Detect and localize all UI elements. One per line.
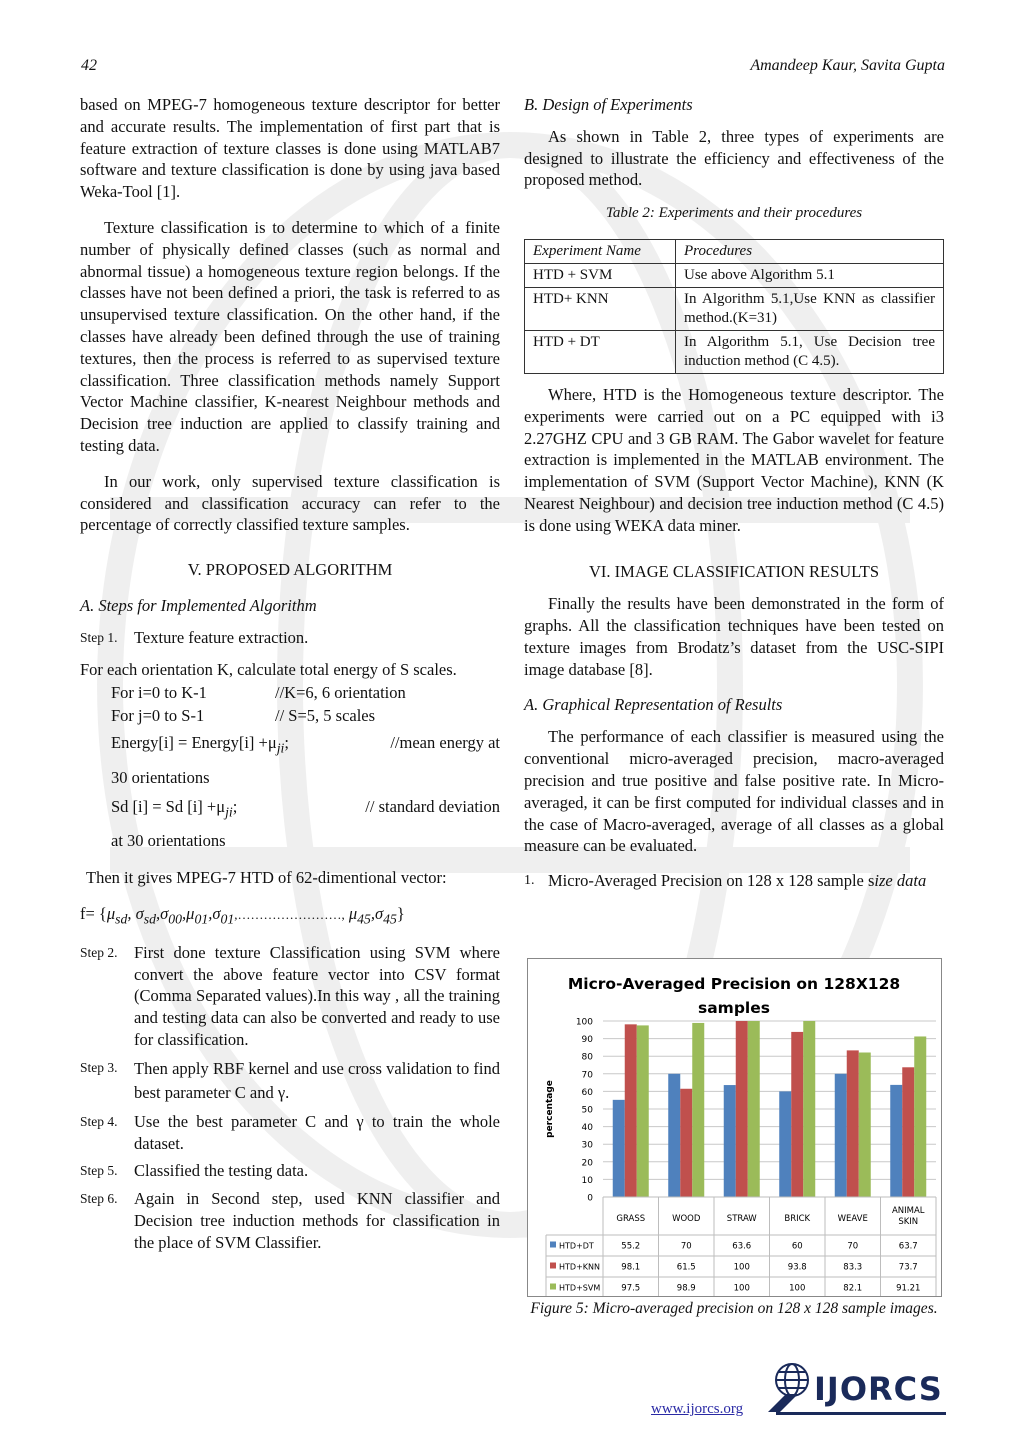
- formula-subscript: 45: [357, 911, 371, 927]
- x-tick-label: ANIMAL SKIN: [891, 1206, 925, 1227]
- code-line: For j=0 to S-1: [111, 706, 205, 726]
- step-label: Step 6.: [80, 1191, 118, 1207]
- paragraph: In our work, only supervised texture classification is considered and classification accuracy can refer to the percentage of correctly classified texture samples.: [80, 471, 500, 535]
- code-line: [111, 730, 289, 760]
- formula-symbol: μ: [348, 903, 358, 923]
- journal-logo: [764, 1360, 949, 1420]
- paragraph: For each orientation K, calculate total energy of S scales.: [80, 659, 457, 679]
- subsection-heading: A. Steps for Implemented Algorithm: [80, 595, 317, 615]
- data-label: 82.1: [843, 1283, 863, 1294]
- code-comment: // standard deviation: [365, 796, 500, 816]
- y-tick-label: 100: [575, 1017, 593, 1028]
- table-row: [525, 287, 944, 330]
- code-text: ;: [284, 733, 289, 753]
- bar-htdsvm-straw: [748, 1021, 760, 1197]
- step-item: [80, 1057, 500, 1105]
- logo-text: IJORCS: [814, 1370, 943, 1408]
- list-text-part: Micro-Averaged Precision on 128 x 128 sample s: [548, 871, 875, 891]
- code-line: at 30 orientations: [111, 830, 226, 850]
- bar-htdsvm-weave: [859, 1053, 871, 1197]
- paragraph: based on MPEG-7 homogeneous texture descriptor for better and accurate results. The implementation of first part that is feature extraction of texture classes is done using MATLAB7 software and texture classification is done by using java based Weka-Tool [1].: [80, 95, 500, 202]
- bar-htdknn-weave: [847, 1050, 859, 1197]
- y-tick-label: 40: [581, 1123, 593, 1134]
- formula-symbol: σ: [375, 903, 384, 923]
- list-text-italic: ize data: [874, 871, 927, 891]
- formula-symbol: σ: [135, 903, 144, 923]
- bar-htdsvm-brick: [803, 1021, 815, 1197]
- step-item: [80, 1111, 500, 1155]
- step-label: Step 3.: [80, 1059, 118, 1075]
- formula-symbol: μ: [106, 903, 116, 923]
- bar-htdknn-grass: [625, 1024, 637, 1197]
- step-text: First done texture Classification using SVM where convert the above feature vector into CSV format (Comma Separated values).In this way , all the training and testing data can also be converted and ready to use for classification.: [134, 942, 500, 1049]
- list-number: 1.: [524, 873, 535, 889]
- x-tick-label: STRAW: [726, 1214, 757, 1224]
- step-item: [80, 627, 500, 649]
- legend-label: HTD+SVM: [559, 1283, 601, 1293]
- data-label: 98.9: [676, 1283, 696, 1294]
- paragraph: Finally the results have been demonstrated in the form of graphs. All the classification techniques have been tested on texture images from Brodatz’s dataset from the USC-SIPI image database [8].: [524, 594, 944, 679]
- step-text: Use the best parameter C and γ to train the whole dataset.: [134, 1111, 500, 1153]
- formula-symbol: μ: [186, 903, 195, 923]
- list-text: [548, 870, 944, 892]
- chart-figure: [527, 958, 942, 1297]
- chart-title: Micro-Averaged Precision on 128X128 samples: [567, 975, 901, 1017]
- page-number: 42: [81, 57, 97, 74]
- x-tick-label: BRICK: [784, 1214, 811, 1224]
- legend-label: HTD+KNN: [559, 1262, 600, 1272]
- feature-vector-formula: $f= \{\mu_{sd}$, $\sigma_{sd},\sigma_{00},\mu_{01},\sigma_{01},\dots\dots\dots\dots\dots\dots\dots\dots$, $\mu_{45},\sigma_{45}$}: [80, 903, 405, 927]
- bar-htddt-animal-skin: [890, 1085, 902, 1197]
- table-cell: HTD+ KNN: [525, 287, 676, 330]
- code-line: [111, 794, 237, 824]
- table-row: [525, 263, 944, 287]
- code-subscript: ji: [276, 740, 285, 756]
- formula-subscript: 01: [220, 911, 235, 927]
- data-label: 63.6: [732, 1241, 752, 1252]
- data-label: 93.8: [787, 1262, 807, 1273]
- y-tick-label: 0: [587, 1193, 593, 1204]
- y-tick-label: 60: [581, 1087, 593, 1098]
- right-column: [524, 94, 944, 892]
- legend-swatch: [550, 1263, 556, 1269]
- step-text: Then apply RBF kernel and use cross validation to find best parameter C and γ.: [134, 1058, 500, 1102]
- step-item: [80, 942, 500, 1051]
- x-tick-label: WOOD: [672, 1214, 701, 1224]
- table-cell: Use above Algorithm 5.1: [676, 263, 944, 287]
- bar-htddt-brick: [779, 1091, 791, 1197]
- data-label: 70: [847, 1241, 859, 1252]
- x-tick-label: GRASS: [616, 1214, 646, 1224]
- table-cell: HTD + SVM: [525, 263, 676, 287]
- code-text: Sd [i] = Sd [i] +μ: [111, 796, 226, 816]
- bar-chart: [528, 959, 941, 1296]
- y-tick-label: 80: [581, 1052, 593, 1063]
- experiments-table: [524, 239, 944, 374]
- subsection-heading: B. Design of Experiments: [524, 95, 693, 114]
- formula-part: f= {: [80, 903, 107, 923]
- bar-htdknn-straw: [736, 1021, 748, 1197]
- formula-part: }: [396, 903, 405, 923]
- data-label: 63.7: [898, 1241, 918, 1252]
- bar-htdsvm-animal-skin: [914, 1036, 926, 1197]
- section-heading: VI. IMAGE CLASSIFICATION RESULTS: [589, 561, 879, 581]
- paragraph: The performance of each classifier is measured using the conventional micro-averaged precision, macro-averaged precision and true positive and false positive rate. In Micro-averaged, it can be first computed for individual classes and in the case of Macro-averaged, average of all classes as a global measure can be evaluated.: [524, 727, 944, 856]
- table-row: [525, 239, 944, 263]
- subsection-heading: A. Graphical Representation of Results: [524, 694, 783, 714]
- y-tick-label: 50: [581, 1105, 593, 1116]
- data-label: 100: [733, 1262, 750, 1273]
- code-comment: //K=6, 6 orientation: [275, 683, 406, 703]
- bar-htdknn-brick: [791, 1032, 803, 1197]
- formula-subscript: 01: [194, 911, 209, 927]
- formula-part: ,……………………,: [234, 906, 345, 922]
- paragraph: As shown in Table 2, three types of experiments are designed to illustrate the efficiency and effectiveness of the proposed method.: [524, 126, 944, 190]
- running-header-authors: Amandeep Kaur, Savita Gupta: [750, 57, 945, 74]
- table-header-cell: Experiment Name: [525, 239, 676, 263]
- logo-underline: [776, 1412, 946, 1415]
- legend-label: HTD+DT: [559, 1241, 594, 1251]
- bar-htdsvm-wood: [692, 1023, 704, 1197]
- table-header-cell: Procedures: [676, 239, 944, 263]
- code-text: Energy[i] = Energy[i] +μ: [111, 733, 277, 753]
- code-line: 30 orientations: [111, 767, 210, 787]
- step-label: Step 4.: [80, 1113, 118, 1129]
- y-tick-label: 90: [581, 1035, 593, 1046]
- paragraph: Texture classification is to determine to which of a finite number of physically defined classes (such as normal and abnormal tissue) a homogeneous texture region belongs. If the classes have not been defined a priori, the task is referred to as unsupervised texture classification. On the other hand, if the classes have already been defined through the use of training textures, then the process is referred to as supervised texture classification. Three classification methods namely Support Vector Machine classifier, K-nearest Neighbour methods and Decision tree induction are applied to classify training and testing data.: [80, 217, 500, 455]
- step-item: [80, 1188, 500, 1253]
- code-subscript: ji: [225, 803, 233, 819]
- formula-subscript: 45: [383, 911, 397, 927]
- left-column: [80, 94, 500, 1254]
- legend-swatch: [550, 1284, 556, 1290]
- data-label: 100: [733, 1283, 750, 1294]
- y-axis-label: percentage: [545, 1080, 555, 1138]
- step-text: Again in Second step, used KNN classifier and Decision tree induction methods for classification in the place of SVM Classifier.: [134, 1189, 500, 1252]
- y-tick-label: 70: [581, 1070, 593, 1081]
- formula-symbol: σ: [160, 903, 169, 923]
- data-label: 73.7: [898, 1262, 918, 1273]
- bar-htdsvm-grass: [637, 1025, 649, 1197]
- bar-htddt-straw: [724, 1085, 736, 1197]
- code-comment: //mean energy at: [390, 733, 500, 753]
- step-label: Step 1.: [80, 629, 118, 645]
- y-tick-label: 30: [581, 1140, 593, 1151]
- code-line: For i=0 to K-1: [111, 683, 207, 703]
- table-cell: In Algorithm 5.1, Use Decision tree induction method (C 4.5).: [676, 330, 944, 373]
- table-caption: Table 2: Experiments and their procedures: [605, 205, 863, 222]
- table-cell: HTD + DT: [525, 330, 676, 373]
- table-row: [525, 330, 944, 373]
- step-label: Step 2.: [80, 944, 118, 960]
- y-tick-label: 10: [581, 1175, 593, 1186]
- step-item: [80, 1160, 500, 1182]
- section-heading: V. PROPOSED ALGORITHM: [187, 560, 393, 580]
- legend-swatch: [550, 1242, 556, 1248]
- formula-symbol: σ: [212, 903, 221, 923]
- formula-subscript: sd: [115, 911, 128, 927]
- figure-caption: Figure 5: Micro-averaged precision on 128 x 128 sample images.: [530, 1300, 938, 1317]
- bar-htdknn-wood: [680, 1089, 692, 1197]
- data-label: 70: [680, 1241, 692, 1252]
- formula-subscript: sd: [143, 911, 157, 927]
- list-item: [524, 870, 944, 892]
- code-text: ;: [232, 796, 238, 816]
- bar-htdknn-animal-skin: [902, 1067, 914, 1197]
- data-label: 61.5: [676, 1262, 696, 1273]
- data-label: 55.2: [621, 1241, 641, 1252]
- data-label: 98.1: [621, 1262, 641, 1273]
- step-label: Step 5.: [80, 1163, 118, 1179]
- pseudo-code: [80, 680, 500, 853]
- bar-htddt-grass: [613, 1100, 625, 1197]
- journal-url-link[interactable]: www.ijorcs.org: [651, 1401, 744, 1417]
- data-label: 83.3: [843, 1262, 863, 1273]
- data-label: 97.5: [621, 1283, 641, 1294]
- formula-subscript: 00: [168, 911, 183, 927]
- code-comment: // S=5, 5 scales: [275, 706, 376, 726]
- bar-htddt-weave: [835, 1074, 847, 1197]
- data-label: 60: [791, 1241, 803, 1252]
- table-cell: In Algorithm 5.1,Use KNN as classifier method.(K=31): [676, 287, 944, 330]
- paragraph: Where, HTD is the Homogeneous texture descriptor. The experiments were carried out on a PC equipped with i3 2.27GHZ CPU and 3 GB RAM. The Gabor wavelet for feature extraction is implemented in the MATLAB environment. The implementation of SVM (Support Vector Machine), KNN (K Nearest Neighbour) and decision tree induction method (C 4.5) is done using WEKA data miner.: [524, 384, 944, 535]
- step-text: Texture feature extraction.: [134, 627, 309, 647]
- data-label: 91.21: [896, 1283, 921, 1294]
- bar-htddt-wood: [668, 1074, 680, 1197]
- y-tick-label: 20: [581, 1158, 593, 1169]
- x-tick-label: WEAVE: [837, 1214, 868, 1224]
- data-label: 100: [789, 1283, 806, 1294]
- paragraph: Then it gives MPEG-7 HTD of 62-dimentional vector:: [86, 867, 447, 887]
- step-text: Classified the testing data.: [134, 1161, 309, 1181]
